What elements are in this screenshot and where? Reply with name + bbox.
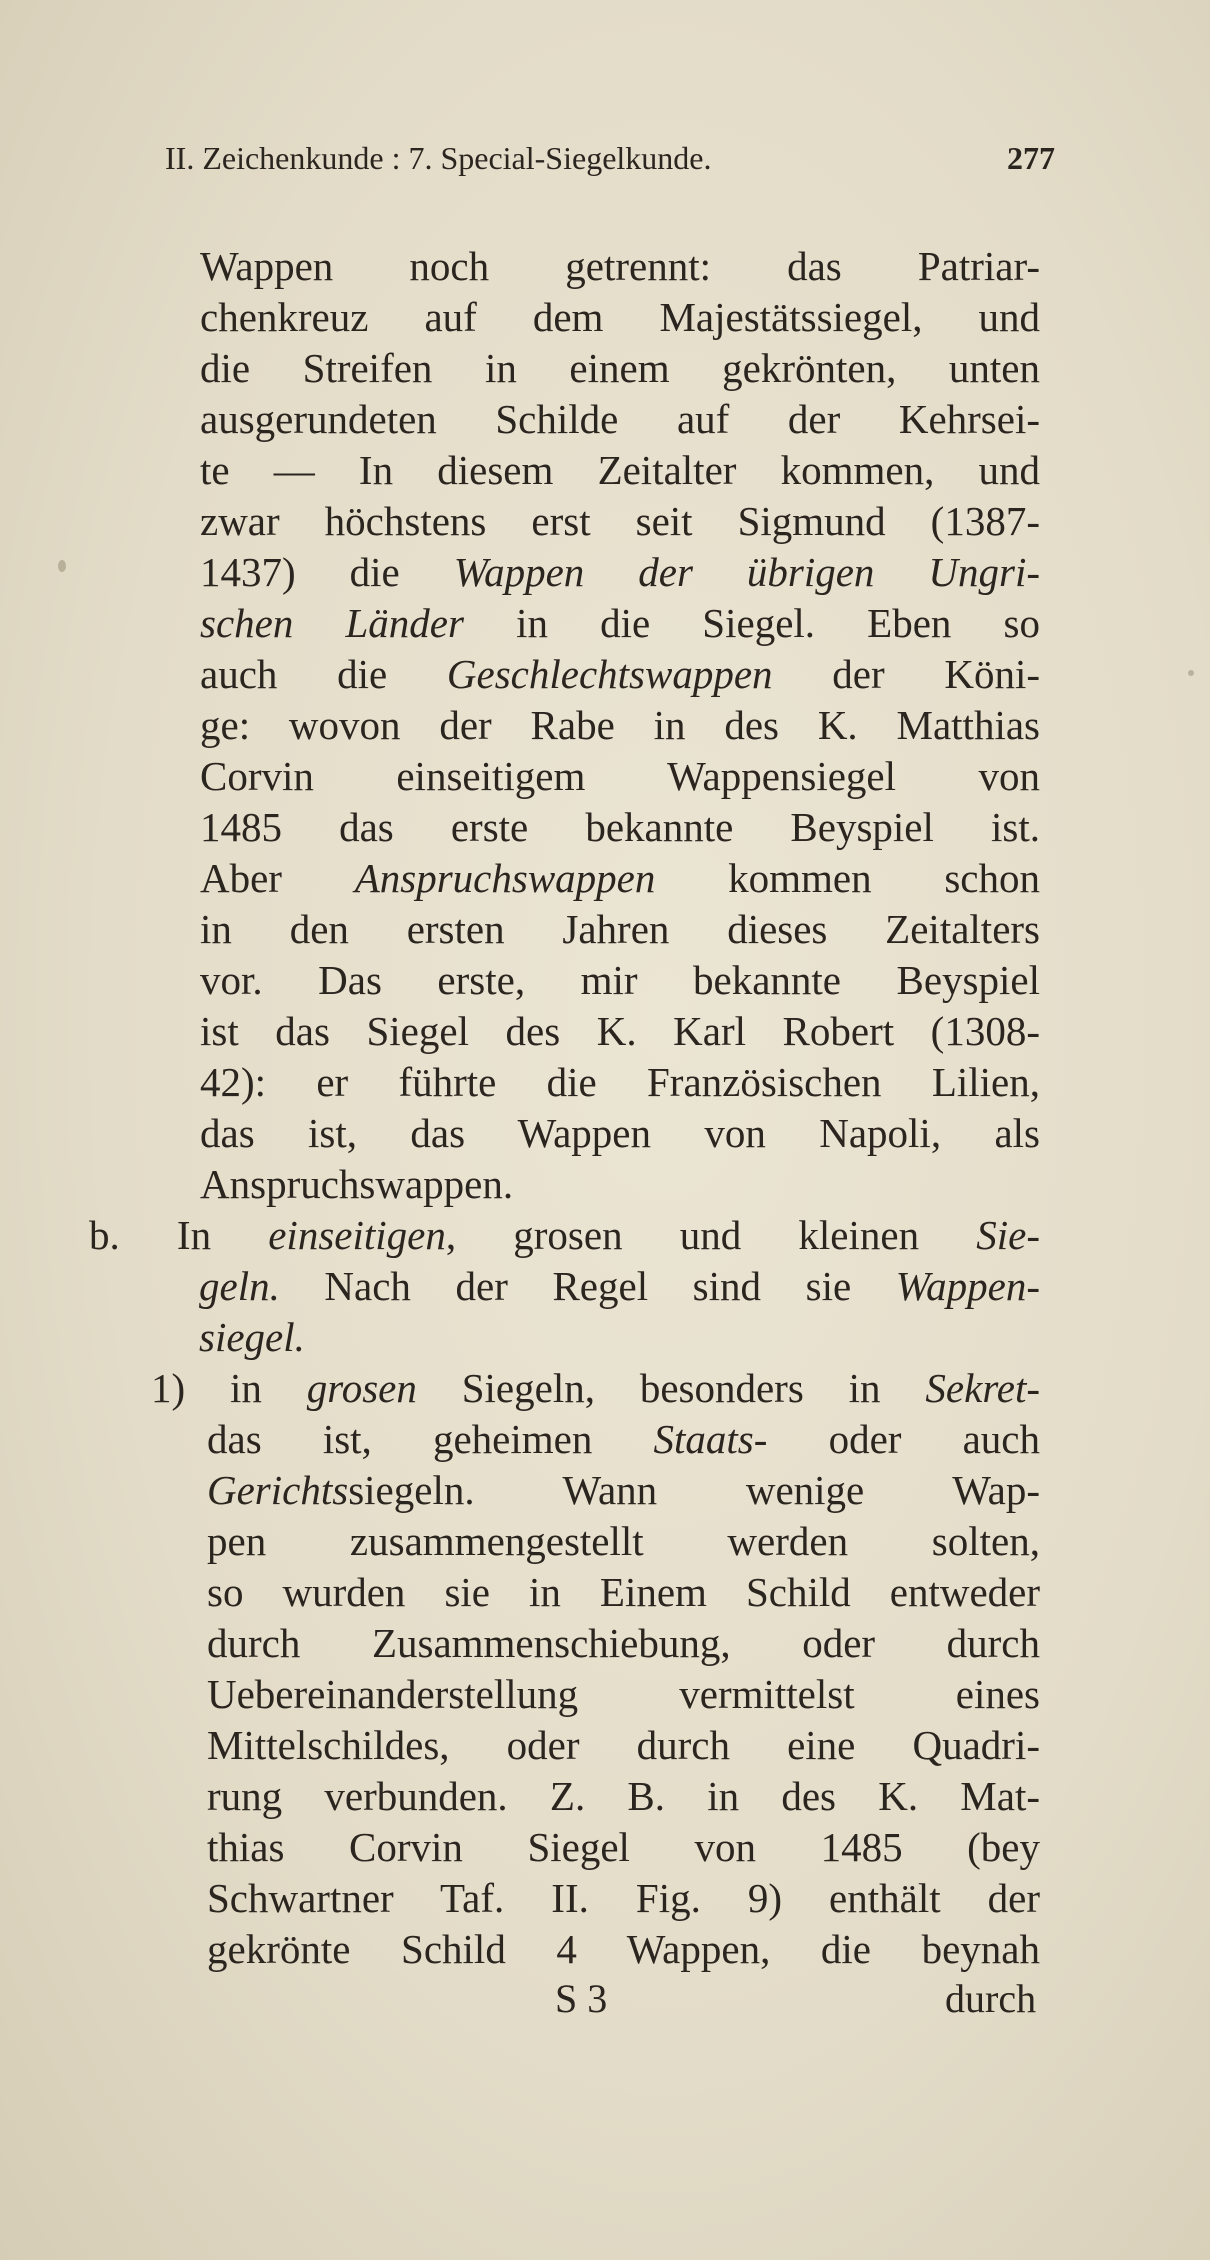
text-line [200,445,1040,496]
paper-stain [1188,670,1194,676]
text-run: rung verbunden. Z. B. in des K. Mat- [207,1773,1040,1819]
italic-text-run: Wappen- [895,1263,1040,1309]
text-run: Anspruchswappen. [200,1161,514,1207]
text-line [200,904,1040,955]
text-run: Uebereinanderstellung vermittelst eines [207,1671,1040,1717]
text-line [207,1822,1040,1873]
text-run: ist das Siegel des K. Karl Robert (1308- [200,1008,1040,1054]
text-line [200,955,1040,1006]
text-line [89,1210,1040,1261]
text-line [200,598,1040,649]
text-run: Mittelschildes, oder durch eine Quadri- [207,1722,1040,1768]
text-run: die Streifen in einem gekrönten, unten [200,345,1040,391]
italic-text-run: Staats- [653,1416,768,1462]
text-line [207,1567,1040,1618]
text-line [200,649,1040,700]
italic-text-run: Sie- [976,1212,1040,1258]
text-run: 1) in [151,1365,307,1411]
text-line [207,1414,1040,1465]
italic-text-run: siegel. [199,1314,305,1360]
text-run: 1437) die [200,549,454,595]
signature-mark: S 3 [555,1976,608,2021]
text-line [200,700,1040,751]
text-line [207,1873,1040,1924]
text-line [200,1108,1040,1159]
italic-text-run: grosen [306,1365,417,1411]
text-run: b. In [89,1212,269,1258]
text-line [199,1312,1040,1363]
text-line [207,1516,1040,1567]
text-line [200,394,1040,445]
italic-text-run: einseitigen [268,1212,446,1258]
text-run: Siegeln, besonders in [416,1365,926,1411]
text-run: ausgerundeten Schilde auf der Kehrsei- [200,396,1040,442]
text-run: durch Zusammenschiebung, oder durch [207,1620,1040,1666]
italic-text-run: schen Länder [200,600,464,646]
text-line [207,1618,1040,1669]
text-line [207,1771,1040,1822]
text-run: in den ersten Jahren dieses Zeitalters [200,906,1040,952]
text-run: das ist, geheimen [207,1416,654,1462]
text-run: ge: wovon der Rabe in des K. Matthias [200,702,1040,748]
text-line [207,1924,1040,1975]
text-run: gekrönte Schild 4 Wappen, die beynah [207,1926,1040,1972]
text-line [200,292,1040,343]
text-line [200,1006,1040,1057]
text-line [200,1159,1040,1210]
text-run: das ist, das Wappen von Napoli, als [200,1110,1040,1156]
text-run: chenkreuz auf dem Majestätssiegel, und [200,294,1040,340]
text-run: Nach der Regel sind sie [279,1263,896,1309]
text-line [200,853,1040,904]
text-line [207,1669,1040,1720]
text-line [200,241,1040,292]
paper-stain [58,560,66,572]
text-line [200,802,1040,853]
italic-text-run: Sekret- [925,1365,1040,1411]
text-run: , grosen und kleinen [445,1212,977,1258]
running-title: II. Zeichenkunde : 7. Special-Siegelkunde. [165,140,712,176]
text-run: thias Corvin Siegel von 1485 (bey [207,1824,1040,1870]
text-line [200,751,1040,802]
text-line [151,1363,1040,1414]
text-run: kommen schon [655,855,1040,901]
text-line [200,1057,1040,1108]
text-run: in die Siegel. Eben so [463,600,1040,646]
italic-text-run: geln. [199,1263,280,1309]
italic-text-run: Gerichts [207,1467,349,1513]
text-run: so wurden sie in Einem Schild entweder [207,1569,1040,1615]
catchword: durch [945,1976,1037,2021]
italic-text-run: Wappen der übrigen Ungri- [453,549,1040,595]
italic-text-run: Anspruchswappen [354,855,656,901]
text-line [199,1261,1040,1312]
text-line [200,343,1040,394]
running-header [165,140,1055,190]
page-number: 277 [1007,140,1055,176]
text-line [200,496,1040,547]
italic-text-run: Geschlechtswappen [446,651,773,697]
text-run: 42): er führte die Französischen Lilien, [200,1059,1040,1105]
text-line [200,547,1040,598]
text-line [207,1720,1040,1771]
text-run: 1485 das erste bekannte Beyspiel ist. [200,804,1040,850]
text-run: siegeln. Wann wenige Wap- [348,1467,1040,1513]
text-run: Corvin einseitigem Wappensiegel von [200,753,1040,799]
text-run: pen zusammengestellt werden solten, [207,1518,1040,1564]
text-run: vor. Das erste, mir bekannte Beyspiel [200,957,1040,1003]
text-run: Schwartner Taf. II. Fig. 9) enthält der [207,1875,1040,1921]
text-run: auch die [200,651,447,697]
text-run: der Köni- [772,651,1040,697]
text-run: Aber [200,855,355,901]
text-run: oder auch [767,1416,1040,1462]
text-run: te — In diesem Zeitalter kommen, und [200,447,1040,493]
text-line [207,1465,1040,1516]
text-run: Wappen noch getrennt: das Patriar- [200,243,1040,289]
text-run: zwar höchstens erst seit Sigmund (1387- [200,498,1040,544]
